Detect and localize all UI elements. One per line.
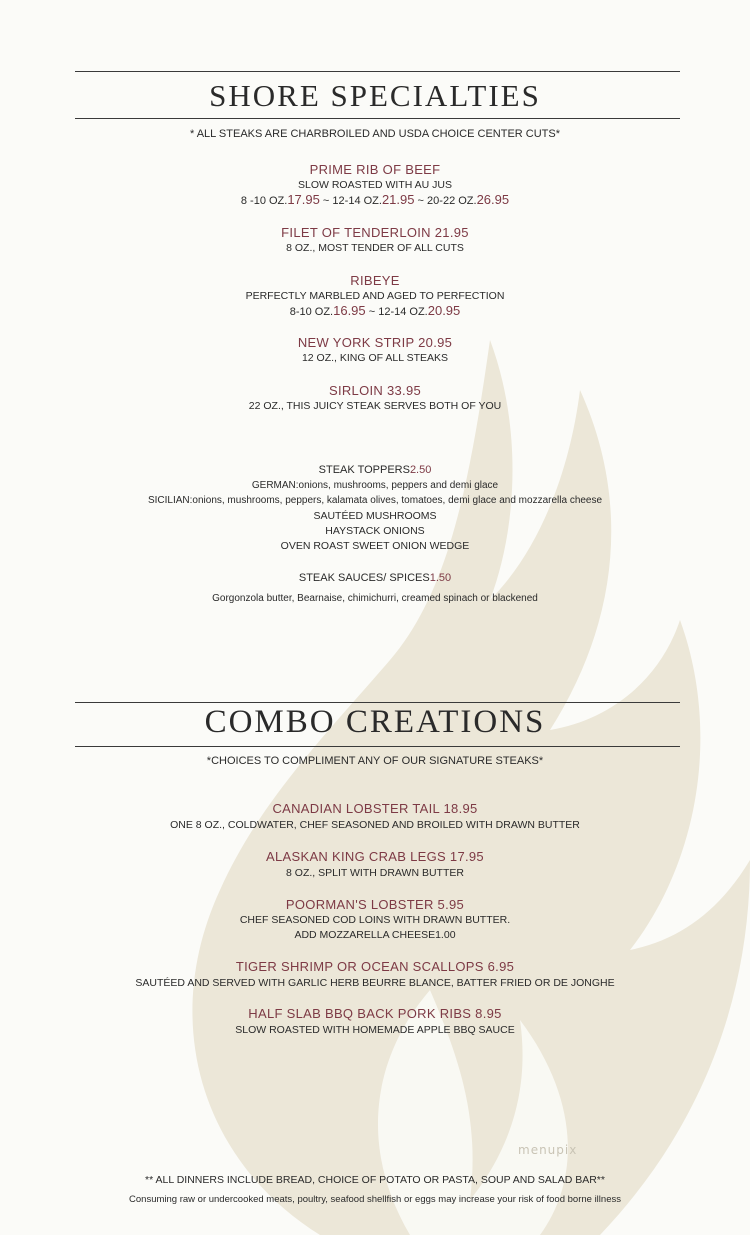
sicilian-label: SICILIAN:	[147, 495, 193, 506]
sirloin-desc: 22 OZ., THIS JUICY STEAK SERVES BOTH OF YOU	[248, 400, 502, 412]
top-rule	[75, 71, 680, 72]
steaks-note: * ALL STEAKS ARE CHARBROILED AND USDA CHOICE CENTER CUTS*	[189, 128, 561, 140]
filet-desc: 8 OZ., MOST TENDER OF ALL CUTS	[286, 242, 464, 254]
prime-rib-price-3: 26.95	[476, 192, 510, 207]
bbq-ribs-desc: SLOW ROASTED WITH HOMEMADE APPLE BBQ SAUCE	[235, 1024, 515, 1036]
steak-toppers-label: STEAK TOPPERS	[318, 464, 410, 476]
ribeye-price-1: 16.95	[333, 303, 366, 318]
german-label: GERMAN:	[251, 480, 299, 491]
german-text: onions, mushrooms, peppers and demi glace	[298, 480, 499, 491]
prime-rib-size-3: 20-22 OZ.	[427, 195, 477, 207]
ribeye-sep: ~	[365, 306, 379, 318]
haystack-onions: HAYSTACK ONIONS	[325, 525, 425, 537]
poorman-addon-label: ADD MOZZARELLA CHEESE	[294, 929, 436, 941]
filet-name: FILET OF TENDERLOIN 21.95	[281, 225, 469, 240]
title-underline	[75, 118, 680, 119]
poorman-lobster-name: POORMAN'S LOBSTER 5.95	[285, 897, 465, 912]
food-safety-warning: Consuming raw or undercooked meats, poultry, seafood shellfish or eggs may increase your risk of food borne illness	[129, 1194, 621, 1205]
ny-strip-name: NEW YORK STRIP 20.95	[297, 335, 453, 350]
steak-sauces-header	[0, 572, 750, 584]
steak-sauces-list: Gorgonzola butter, Bearnaise, chimichurri, creamed spinach or blackened	[212, 593, 538, 604]
steak-toppers-header	[0, 464, 750, 476]
prime-rib-desc: SLOW ROASTED WITH AU JUS	[297, 179, 452, 191]
poorman-addon	[0, 929, 750, 941]
german-topper	[0, 480, 750, 491]
shrimp-scallops-desc: SAUTÉED AND SERVED WITH GARLIC HERB BEURRE BLANCE, BATTER FRIED OR DE JONGHE	[135, 977, 615, 989]
steak-sauces-price: 1.50	[429, 572, 452, 584]
ribeye-prices	[0, 303, 750, 318]
prime-rib-price-2: 21.95	[381, 192, 415, 207]
combo-top-rule	[75, 702, 680, 703]
crab-legs-desc: 8 OZ., SPLIT WITH DRAWN BUTTER	[286, 867, 464, 879]
sicilian-topper	[0, 495, 750, 506]
ribeye-size-2: 12-14 OZ.	[378, 306, 428, 318]
prime-rib-size-2: 12-14 OZ.	[332, 195, 382, 207]
prime-rib-price-1: 17.95	[287, 192, 320, 207]
shore-specialties-title: SHORE SPECIALTIES	[209, 78, 541, 113]
poorman-addon-price: 1.00	[435, 929, 456, 941]
poorman-lobster-desc: CHEF SEASONED COD LOINS WITH DRAWN BUTTER.	[239, 914, 511, 926]
combo-note: *CHOICES TO COMPLIMENT ANY OF OUR SIGNATURE STEAKS*	[206, 755, 544, 767]
sauteed-mushrooms: SAUTÉED MUSHROOMS	[313, 510, 437, 522]
lobster-tail-name: CANADIAN LOBSTER TAIL 18.95	[272, 801, 478, 816]
combo-creations-title: COMBO CREATIONS	[204, 704, 546, 740]
steak-toppers-price: 2.50	[409, 464, 432, 476]
bbq-ribs-name: HALF SLAB BBQ BACK PORK RIBS 8.95	[248, 1006, 502, 1021]
prime-rib-prices	[0, 192, 750, 207]
ribeye-size-1: 8-10 OZ.	[289, 306, 334, 318]
steak-sauces-label: STEAK SAUCES/ SPICES	[298, 572, 430, 584]
combo-underline	[75, 746, 680, 747]
ribeye-name: RIBEYE	[350, 273, 400, 288]
ribeye-desc: PERFECTLY MARBLED AND AGED TO PERFECTION	[245, 290, 505, 302]
prime-rib-sep-2: ~	[414, 195, 428, 207]
menupix-watermark: menupix	[518, 1143, 578, 1157]
ribeye-price-2: 20.95	[427, 303, 461, 318]
prime-rib-name: PRIME RIB OF BEEF	[309, 162, 441, 177]
onion-wedge: OVEN ROAST SWEET ONION WEDGE	[280, 540, 470, 552]
dinners-include-note: ** ALL DINNERS INCLUDE BREAD, CHOICE OF POTATO OR PASTA, SOUP AND SALAD BAR**	[145, 1174, 605, 1186]
sicilian-text: onions, mushrooms, peppers, kalamata olives, tomatoes, demi glace and mozzarella cheese	[192, 495, 603, 506]
shrimp-scallops-name: TIGER SHRIMP OR OCEAN SCALLOPS 6.95	[235, 959, 515, 974]
prime-rib-sep-1: ~	[319, 195, 333, 207]
lobster-tail-desc: ONE 8 OZ., COLDWATER, CHEF SEASONED AND BROILED WITH DRAWN BUTTER	[170, 819, 580, 831]
sirloin-name: SIRLOIN 33.95	[328, 383, 422, 398]
ny-strip-desc: 12 OZ., KING OF ALL STEAKS	[301, 352, 449, 364]
crab-legs-name: ALASKAN KING CRAB LEGS 17.95	[266, 849, 484, 864]
prime-rib-size-1: 8 -10 OZ.	[240, 195, 288, 207]
